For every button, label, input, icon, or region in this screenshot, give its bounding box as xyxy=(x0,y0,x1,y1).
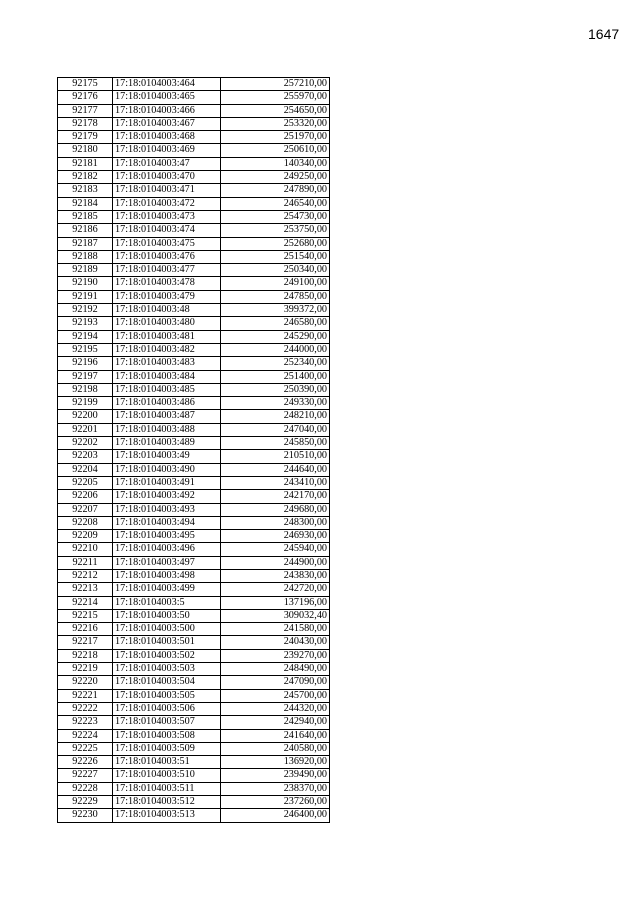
cadastral-number-cell: 17:18:0104003:498 xyxy=(113,569,221,582)
row-number-cell: 92192 xyxy=(58,304,113,317)
cadastral-number-cell: 17:18:0104003:499 xyxy=(113,583,221,596)
table-row xyxy=(58,210,330,223)
table-row xyxy=(58,583,330,596)
cadastral-value-cell: 210510,00 xyxy=(221,450,330,463)
cadastral-number-cell: 17:18:0104003:490 xyxy=(113,463,221,476)
table-row xyxy=(58,663,330,676)
table-row xyxy=(58,796,330,809)
table-row xyxy=(58,530,330,543)
row-number-cell: 92229 xyxy=(58,796,113,809)
cadastral-number-cell: 17:18:0104003:487 xyxy=(113,410,221,423)
table-row xyxy=(58,689,330,702)
cadastral-number-cell: 17:18:0104003:47 xyxy=(113,157,221,170)
row-number-cell: 92215 xyxy=(58,609,113,622)
row-number-cell: 92205 xyxy=(58,476,113,489)
cadastral-number-cell: 17:18:0104003:505 xyxy=(113,689,221,702)
row-number-cell: 92177 xyxy=(58,104,113,117)
row-number-cell: 92227 xyxy=(58,769,113,782)
cadastral-value-cell: 244900,00 xyxy=(221,556,330,569)
cadastral-value-cell: 250610,00 xyxy=(221,144,330,157)
table-row xyxy=(58,343,330,356)
cadastral-number-cell: 17:18:0104003:506 xyxy=(113,702,221,715)
cadastral-number-cell: 17:18:0104003:493 xyxy=(113,503,221,516)
row-number-cell: 92206 xyxy=(58,490,113,503)
table-row xyxy=(58,277,330,290)
row-number-cell: 92182 xyxy=(58,171,113,184)
cadastral-value-cell: 249100,00 xyxy=(221,277,330,290)
row-number-cell: 92184 xyxy=(58,197,113,210)
table-row xyxy=(58,91,330,104)
row-number-cell: 92221 xyxy=(58,689,113,702)
row-number-cell: 92197 xyxy=(58,370,113,383)
table-row xyxy=(58,756,330,769)
cadastral-value-cell: 247890,00 xyxy=(221,184,330,197)
row-number-cell: 92203 xyxy=(58,450,113,463)
cadastral-value-cell: 244320,00 xyxy=(221,702,330,715)
cadastral-number-cell: 17:18:0104003:502 xyxy=(113,649,221,662)
cadastral-number-cell: 17:18:0104003:509 xyxy=(113,742,221,755)
cadastral-number-cell: 17:18:0104003:471 xyxy=(113,184,221,197)
cadastral-value-cell: 248490,00 xyxy=(221,663,330,676)
cadastral-number-cell: 17:18:0104003:495 xyxy=(113,530,221,543)
table-row xyxy=(58,543,330,556)
cadastral-number-cell: 17:18:0104003:501 xyxy=(113,636,221,649)
row-number-cell: 92200 xyxy=(58,410,113,423)
table-row xyxy=(58,729,330,742)
cadastral-value-cell: 241640,00 xyxy=(221,729,330,742)
row-number-cell: 92183 xyxy=(58,184,113,197)
cadastral-value-cell: 245700,00 xyxy=(221,689,330,702)
cadastral-number-cell: 17:18:0104003:476 xyxy=(113,250,221,263)
page-number: 1647 xyxy=(588,26,620,42)
table-row xyxy=(58,237,330,250)
row-number-cell: 92194 xyxy=(58,330,113,343)
row-number-cell: 92190 xyxy=(58,277,113,290)
cadastral-number-cell: 17:18:0104003:480 xyxy=(113,317,221,330)
cadastral-value-cell: 239490,00 xyxy=(221,769,330,782)
row-number-cell: 92217 xyxy=(58,636,113,649)
cadastral-value-cell: 241580,00 xyxy=(221,623,330,636)
cadastral-value-cell: 237260,00 xyxy=(221,796,330,809)
cadastral-value-cell: 247040,00 xyxy=(221,423,330,436)
table-row xyxy=(58,330,330,343)
cadastral-value-cell: 248300,00 xyxy=(221,516,330,529)
cadastral-value-cell: 309032,40 xyxy=(221,609,330,622)
row-number-cell: 92207 xyxy=(58,503,113,516)
cadastral-number-cell: 17:18:0104003:469 xyxy=(113,144,221,157)
table-row xyxy=(58,716,330,729)
table-row xyxy=(58,224,330,237)
cadastral-number-cell: 17:18:0104003:485 xyxy=(113,383,221,396)
table-row xyxy=(58,157,330,170)
cadastral-value-cell: 250390,00 xyxy=(221,383,330,396)
cadastral-value-cell: 252340,00 xyxy=(221,357,330,370)
row-number-cell: 92224 xyxy=(58,729,113,742)
cadastral-number-cell: 17:18:0104003:467 xyxy=(113,117,221,130)
cadastral-number-cell: 17:18:0104003:51 xyxy=(113,756,221,769)
table-row xyxy=(58,104,330,117)
table-row xyxy=(58,290,330,303)
row-number-cell: 92204 xyxy=(58,463,113,476)
row-number-cell: 92181 xyxy=(58,157,113,170)
table-row xyxy=(58,623,330,636)
row-number-cell: 92179 xyxy=(58,131,113,144)
table-row xyxy=(58,304,330,317)
row-number-cell: 92180 xyxy=(58,144,113,157)
cadastral-number-cell: 17:18:0104003:472 xyxy=(113,197,221,210)
cadastral-number-cell: 17:18:0104003:488 xyxy=(113,423,221,436)
table-row xyxy=(58,809,330,822)
cadastral-number-cell: 17:18:0104003:470 xyxy=(113,171,221,184)
cadastral-number-cell: 17:18:0104003:484 xyxy=(113,370,221,383)
cadastral-value-cell: 244000,00 xyxy=(221,343,330,356)
cadastral-value-cell: 249250,00 xyxy=(221,171,330,184)
table-row xyxy=(58,463,330,476)
table-row xyxy=(58,184,330,197)
row-number-cell: 92186 xyxy=(58,224,113,237)
cadastral-value-cell: 244640,00 xyxy=(221,463,330,476)
cadastral-value-cell: 243410,00 xyxy=(221,476,330,489)
cadastral-number-cell: 17:18:0104003:492 xyxy=(113,490,221,503)
row-number-cell: 92195 xyxy=(58,343,113,356)
cadastral-value-cell: 247090,00 xyxy=(221,676,330,689)
row-number-cell: 92191 xyxy=(58,290,113,303)
table-row xyxy=(58,676,330,689)
cadastral-number-cell: 17:18:0104003:481 xyxy=(113,330,221,343)
table-row xyxy=(58,357,330,370)
cadastral-number-cell: 17:18:0104003:486 xyxy=(113,397,221,410)
table-row xyxy=(58,782,330,795)
cadastral-value-cell: 239270,00 xyxy=(221,649,330,662)
cadastral-number-cell: 17:18:0104003:512 xyxy=(113,796,221,809)
row-number-cell: 92187 xyxy=(58,237,113,250)
cadastral-number-cell: 17:18:0104003:477 xyxy=(113,264,221,277)
row-number-cell: 92211 xyxy=(58,556,113,569)
table-row xyxy=(58,437,330,450)
row-number-cell: 92226 xyxy=(58,756,113,769)
table-row xyxy=(58,131,330,144)
table-row xyxy=(58,649,330,662)
table-row xyxy=(58,250,330,263)
row-number-cell: 92199 xyxy=(58,397,113,410)
table-row xyxy=(58,596,330,609)
cadastral-number-cell: 17:18:0104003:496 xyxy=(113,543,221,556)
cadastral-number-cell: 17:18:0104003:503 xyxy=(113,663,221,676)
table-row xyxy=(58,171,330,184)
table-row xyxy=(58,569,330,582)
table-row xyxy=(58,383,330,396)
cadastral-number-cell: 17:18:0104003:465 xyxy=(113,91,221,104)
table-row xyxy=(58,476,330,489)
table-row xyxy=(58,516,330,529)
cadastral-value-cell: 248210,00 xyxy=(221,410,330,423)
row-number-cell: 92219 xyxy=(58,663,113,676)
row-number-cell: 92214 xyxy=(58,596,113,609)
cadastral-number-cell: 17:18:0104003:48 xyxy=(113,304,221,317)
table-row xyxy=(58,410,330,423)
row-number-cell: 92188 xyxy=(58,250,113,263)
cadastral-number-cell: 17:18:0104003:510 xyxy=(113,769,221,782)
cadastral-value-cell: 136920,00 xyxy=(221,756,330,769)
cadastral-number-cell: 17:18:0104003:508 xyxy=(113,729,221,742)
cadastral-value-cell: 253320,00 xyxy=(221,117,330,130)
cadastral-number-cell: 17:18:0104003:489 xyxy=(113,437,221,450)
table-row xyxy=(58,769,330,782)
cadastral-value-cell: 250340,00 xyxy=(221,264,330,277)
cadastral-number-cell: 17:18:0104003:50 xyxy=(113,609,221,622)
cadastral-value-table xyxy=(57,77,330,823)
cadastral-value-cell: 246580,00 xyxy=(221,317,330,330)
cadastral-value-cell: 245850,00 xyxy=(221,437,330,450)
cadastral-number-cell: 17:18:0104003:479 xyxy=(113,290,221,303)
cadastral-value-cell: 247850,00 xyxy=(221,290,330,303)
cadastral-value-cell: 245940,00 xyxy=(221,543,330,556)
row-number-cell: 92210 xyxy=(58,543,113,556)
cadastral-number-cell: 17:18:0104003:497 xyxy=(113,556,221,569)
row-number-cell: 92213 xyxy=(58,583,113,596)
cadastral-number-cell: 17:18:0104003:475 xyxy=(113,237,221,250)
cadastral-number-cell: 17:18:0104003:511 xyxy=(113,782,221,795)
cadastral-value-cell: 399372,00 xyxy=(221,304,330,317)
cadastral-value-cell: 240430,00 xyxy=(221,636,330,649)
row-number-cell: 92193 xyxy=(58,317,113,330)
row-number-cell: 92175 xyxy=(58,78,113,91)
cadastral-value-cell: 245290,00 xyxy=(221,330,330,343)
table-row xyxy=(58,503,330,516)
row-number-cell: 92222 xyxy=(58,702,113,715)
cadastral-number-cell: 17:18:0104003:491 xyxy=(113,476,221,489)
cadastral-value-cell: 251400,00 xyxy=(221,370,330,383)
table-row xyxy=(58,197,330,210)
cadastral-number-cell: 17:18:0104003:468 xyxy=(113,131,221,144)
cadastral-value-cell: 252680,00 xyxy=(221,237,330,250)
row-number-cell: 92208 xyxy=(58,516,113,529)
row-number-cell: 92225 xyxy=(58,742,113,755)
row-number-cell: 92189 xyxy=(58,264,113,277)
row-number-cell: 92176 xyxy=(58,91,113,104)
cadastral-number-cell: 17:18:0104003:494 xyxy=(113,516,221,529)
cadastral-number-cell: 17:18:0104003:466 xyxy=(113,104,221,117)
cadastral-number-cell: 17:18:0104003:500 xyxy=(113,623,221,636)
cadastral-value-cell: 257210,00 xyxy=(221,78,330,91)
cadastral-value-cell: 242720,00 xyxy=(221,583,330,596)
table-row xyxy=(58,490,330,503)
row-number-cell: 92228 xyxy=(58,782,113,795)
table-row xyxy=(58,702,330,715)
cadastral-number-cell: 17:18:0104003:513 xyxy=(113,809,221,822)
cadastral-number-cell: 17:18:0104003:504 xyxy=(113,676,221,689)
cadastral-value-cell: 251970,00 xyxy=(221,131,330,144)
cadastral-value-cell: 251540,00 xyxy=(221,250,330,263)
cadastral-number-cell: 17:18:0104003:464 xyxy=(113,78,221,91)
row-number-cell: 92230 xyxy=(58,809,113,822)
cadastral-number-cell: 17:18:0104003:474 xyxy=(113,224,221,237)
row-number-cell: 92212 xyxy=(58,569,113,582)
row-number-cell: 92220 xyxy=(58,676,113,689)
table-row xyxy=(58,264,330,277)
cadastral-value-cell: 242940,00 xyxy=(221,716,330,729)
row-number-cell: 92202 xyxy=(58,437,113,450)
table-row xyxy=(58,78,330,91)
row-number-cell: 92201 xyxy=(58,423,113,436)
table-row xyxy=(58,636,330,649)
row-number-cell: 92178 xyxy=(58,117,113,130)
cadastral-value-cell: 243830,00 xyxy=(221,569,330,582)
table-row xyxy=(58,423,330,436)
cadastral-value-cell: 246930,00 xyxy=(221,530,330,543)
cadastral-number-cell: 17:18:0104003:483 xyxy=(113,357,221,370)
row-number-cell: 92185 xyxy=(58,210,113,223)
cadastral-value-cell: 246540,00 xyxy=(221,197,330,210)
table-body xyxy=(58,78,330,823)
cadastral-value-cell: 238370,00 xyxy=(221,782,330,795)
cadastral-number-cell: 17:18:0104003:5 xyxy=(113,596,221,609)
row-number-cell: 92216 xyxy=(58,623,113,636)
cadastral-value-cell: 137196,00 xyxy=(221,596,330,609)
cadastral-number-cell: 17:18:0104003:49 xyxy=(113,450,221,463)
cadastral-value-cell: 254730,00 xyxy=(221,210,330,223)
cadastral-value-cell: 140340,00 xyxy=(221,157,330,170)
cadastral-value-cell: 240580,00 xyxy=(221,742,330,755)
table-row xyxy=(58,370,330,383)
row-number-cell: 92196 xyxy=(58,357,113,370)
cadastral-number-cell: 17:18:0104003:478 xyxy=(113,277,221,290)
cadastral-value-cell: 249330,00 xyxy=(221,397,330,410)
table-row xyxy=(58,742,330,755)
table-row xyxy=(58,609,330,622)
table-row xyxy=(58,450,330,463)
row-number-cell: 92223 xyxy=(58,716,113,729)
cadastral-number-cell: 17:18:0104003:473 xyxy=(113,210,221,223)
cadastral-number-cell: 17:18:0104003:482 xyxy=(113,343,221,356)
cadastral-value-cell: 246400,00 xyxy=(221,809,330,822)
cadastral-value-cell: 254650,00 xyxy=(221,104,330,117)
row-number-cell: 92209 xyxy=(58,530,113,543)
cadastral-value-cell: 249680,00 xyxy=(221,503,330,516)
cadastral-value-cell: 242170,00 xyxy=(221,490,330,503)
cadastral-number-cell: 17:18:0104003:507 xyxy=(113,716,221,729)
table-row xyxy=(58,556,330,569)
table-row xyxy=(58,117,330,130)
table-row xyxy=(58,317,330,330)
cadastral-value-cell: 255970,00 xyxy=(221,91,330,104)
cadastral-value-cell: 253750,00 xyxy=(221,224,330,237)
table-row xyxy=(58,144,330,157)
table-row xyxy=(58,397,330,410)
row-number-cell: 92218 xyxy=(58,649,113,662)
row-number-cell: 92198 xyxy=(58,383,113,396)
